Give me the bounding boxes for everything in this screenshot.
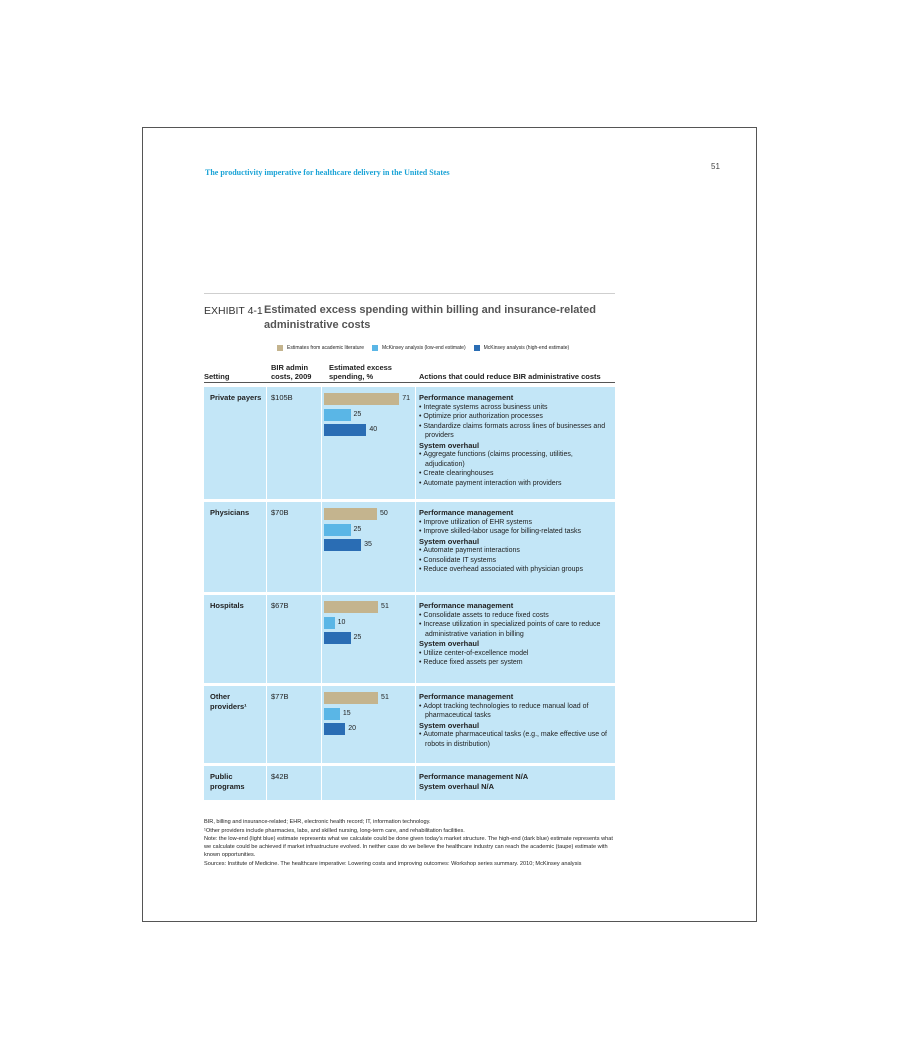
column-divider [415,595,416,683]
action-item: • Consolidate assets to reduce fixed costs [419,611,613,621]
legend-item [277,345,364,351]
action-heading: System overhaul [419,536,480,546]
bar-value-label: 25 [353,525,362,533]
table-row [204,766,615,800]
bar-row [324,424,414,436]
bar [324,424,366,436]
action-heading: System overhaul N/A [419,781,495,791]
column-header-setting: Setting [204,372,230,381]
column-divider [415,387,416,499]
action-heading: System overhaul [419,639,480,648]
legend-swatch [372,345,378,351]
footnote: ¹Other providers include pharmacies, labs, and skilled nursing, long-term care, and rehabilitation facilities. [204,827,465,834]
actions-cell [419,393,613,488]
cost-cell: $77B [271,692,289,701]
bar [324,708,340,720]
bar [324,617,335,629]
bar [324,508,377,520]
column-divider [266,595,267,683]
setting-cell: Physicians [210,508,250,517]
action-item: • Reduce fixed assets per system [419,658,613,668]
action-item: • Adopt tracking technologies to reduce manual load of pharmaceutical tasks [419,702,613,721]
table-row [204,502,615,592]
legend-swatch [277,345,283,351]
column-divider [266,766,267,800]
bar-group [324,393,414,440]
chart-legend [277,345,617,351]
action-item: • Create clearinghouses [419,469,613,479]
setting-cell: Hospitals [210,601,244,610]
action-heading: System overhaul [419,440,480,450]
action-heading: Performance management [419,393,514,402]
bar-row [324,723,414,735]
bar-row [324,632,414,644]
table-row [204,686,615,763]
bar-value-label: 25 [353,634,362,641]
cost-cell: $70B [271,508,289,517]
bar-value-label: 25 [353,410,362,418]
column-header-actions: Actions that could reduce BIR administrative costs [419,372,601,381]
bar-value-label: 51 [381,603,389,610]
action-item: • Improve skilled-labor usage for billing-related tasks [419,527,613,537]
table-row [204,595,615,683]
setting-cell: Public programs [210,772,245,791]
exhibit-label: EXHIBIT 4-1 [204,305,263,317]
action-item: • Increase utilization in specialized points of care to reduce administrative variation in billing [419,620,613,639]
column-divider [321,595,322,683]
cost-cell: $105B [271,393,293,402]
bar-row [324,601,414,613]
actions-cell [419,508,613,575]
action-heading: System overhaul [419,720,480,730]
cost-cell: $42B [271,772,289,781]
bar-row [324,708,414,720]
bar-value-label: 71 [402,395,411,402]
action-item: • Automate pharmaceutical tasks (e.g., make effective use of robots in distribution) [419,730,613,749]
column-divider [321,686,322,763]
bar-value-label: 50 [380,510,388,517]
bar-row [324,692,414,704]
column-divider [266,502,267,592]
setting-cell: Other providers¹ [210,692,247,711]
bar-row [324,409,414,421]
running-head: The productivity imperative for healthcare delivery in the United States [205,168,450,177]
column-divider [415,686,416,763]
bar-row [324,539,414,551]
column-divider [415,766,416,800]
bar [324,393,399,405]
action-item: • Integrate systems across business units [419,403,613,413]
action-item: • Aggregate functions (claims processing, utilities, adjudication) [419,450,613,469]
column-divider [266,686,267,763]
bar-row [324,524,414,536]
report-page [142,127,757,922]
action-item: • Standardize claims formats across lines of businesses and providers [419,422,613,441]
legend-label: McKinsey analysis (high-end estimate) [483,345,570,351]
cost-cell: $67B [271,601,289,610]
bar-value-label: 40 [369,426,378,433]
column-divider [321,766,322,800]
column-divider [321,502,322,592]
column-header-spending: Estimated excess spending, % [329,363,392,381]
setting-cell: Private payers [210,393,262,402]
legend-item [372,345,466,351]
bar [324,409,351,421]
action-heading: Performance management [419,601,514,610]
action-item: • Improve utilization of EHR systems [419,518,613,528]
bar [324,632,351,644]
actions-cell [419,692,613,749]
footnote: BIR, billing and insurance-related; EHR, electronic health record; IT, information technology. [204,819,431,825]
legend-swatch [474,345,480,351]
bar-value-label: 51 [381,694,389,701]
bar-group [324,508,414,555]
bar-value-label: 10 [337,618,346,626]
header-divider [204,382,615,383]
column-header-cost: BIR admin costs, 2009 [271,363,312,381]
bar-group [324,692,414,739]
bar-value-label: 15 [342,709,351,717]
action-item: • Automate payment interaction with providers [419,479,613,489]
legend-label: McKinsey analysis (low-end estimate) [381,345,466,351]
bar [324,524,351,536]
footnote: Sources: Institute of Medicine. The healthcare imperative: Lowering costs and improving outcomes: Workshop series summary. 2010; McKinsey analysis [204,860,582,867]
column-divider [415,502,416,592]
bar [324,692,378,704]
action-item: • Consolidate IT systems [419,556,613,566]
column-divider [321,387,322,499]
legend-label: Estimates from academic literature [287,345,364,351]
bar [324,539,361,551]
action-item: • Optimize prior authorization processes [419,412,613,422]
action-heading: Performance management N/A [419,772,529,781]
bar [324,601,378,613]
exhibit-table [204,387,615,803]
bar-row [324,508,414,520]
footnotes [204,818,619,868]
bar-group [324,601,414,648]
column-divider [266,387,267,499]
action-item: • Utilize center-of-excellence model [419,649,613,659]
action-heading: Performance management [419,508,514,517]
actions-cell [419,772,613,791]
table-row [204,387,615,499]
bar-value-label: 35 [364,541,372,548]
action-heading: Performance management [419,692,514,701]
divider [204,293,615,294]
bar-row [324,617,414,629]
action-item: • Reduce overhead associated with physician groups [419,565,613,575]
page-number: 51 [711,162,720,171]
legend-item [474,345,570,351]
actions-cell [419,601,613,668]
footnote: Note: the low-end (light blue) estimate represents what we calculate could be done given today's market structure. The high-end (dark blue) estimate represents what we calculate could be achieved if market infrastructure evolved. In neither case do we believe the healthcare industry can reach the academic (taupe) estimate with known opportunities. [204,836,613,858]
bar-value-label: 20 [348,725,356,732]
bar [324,723,345,735]
action-item: • Automate payment interactions [419,546,613,556]
exhibit-title: Estimated excess spending within billing and insurance-related administrative costs [264,304,596,331]
bar-row [324,393,414,405]
